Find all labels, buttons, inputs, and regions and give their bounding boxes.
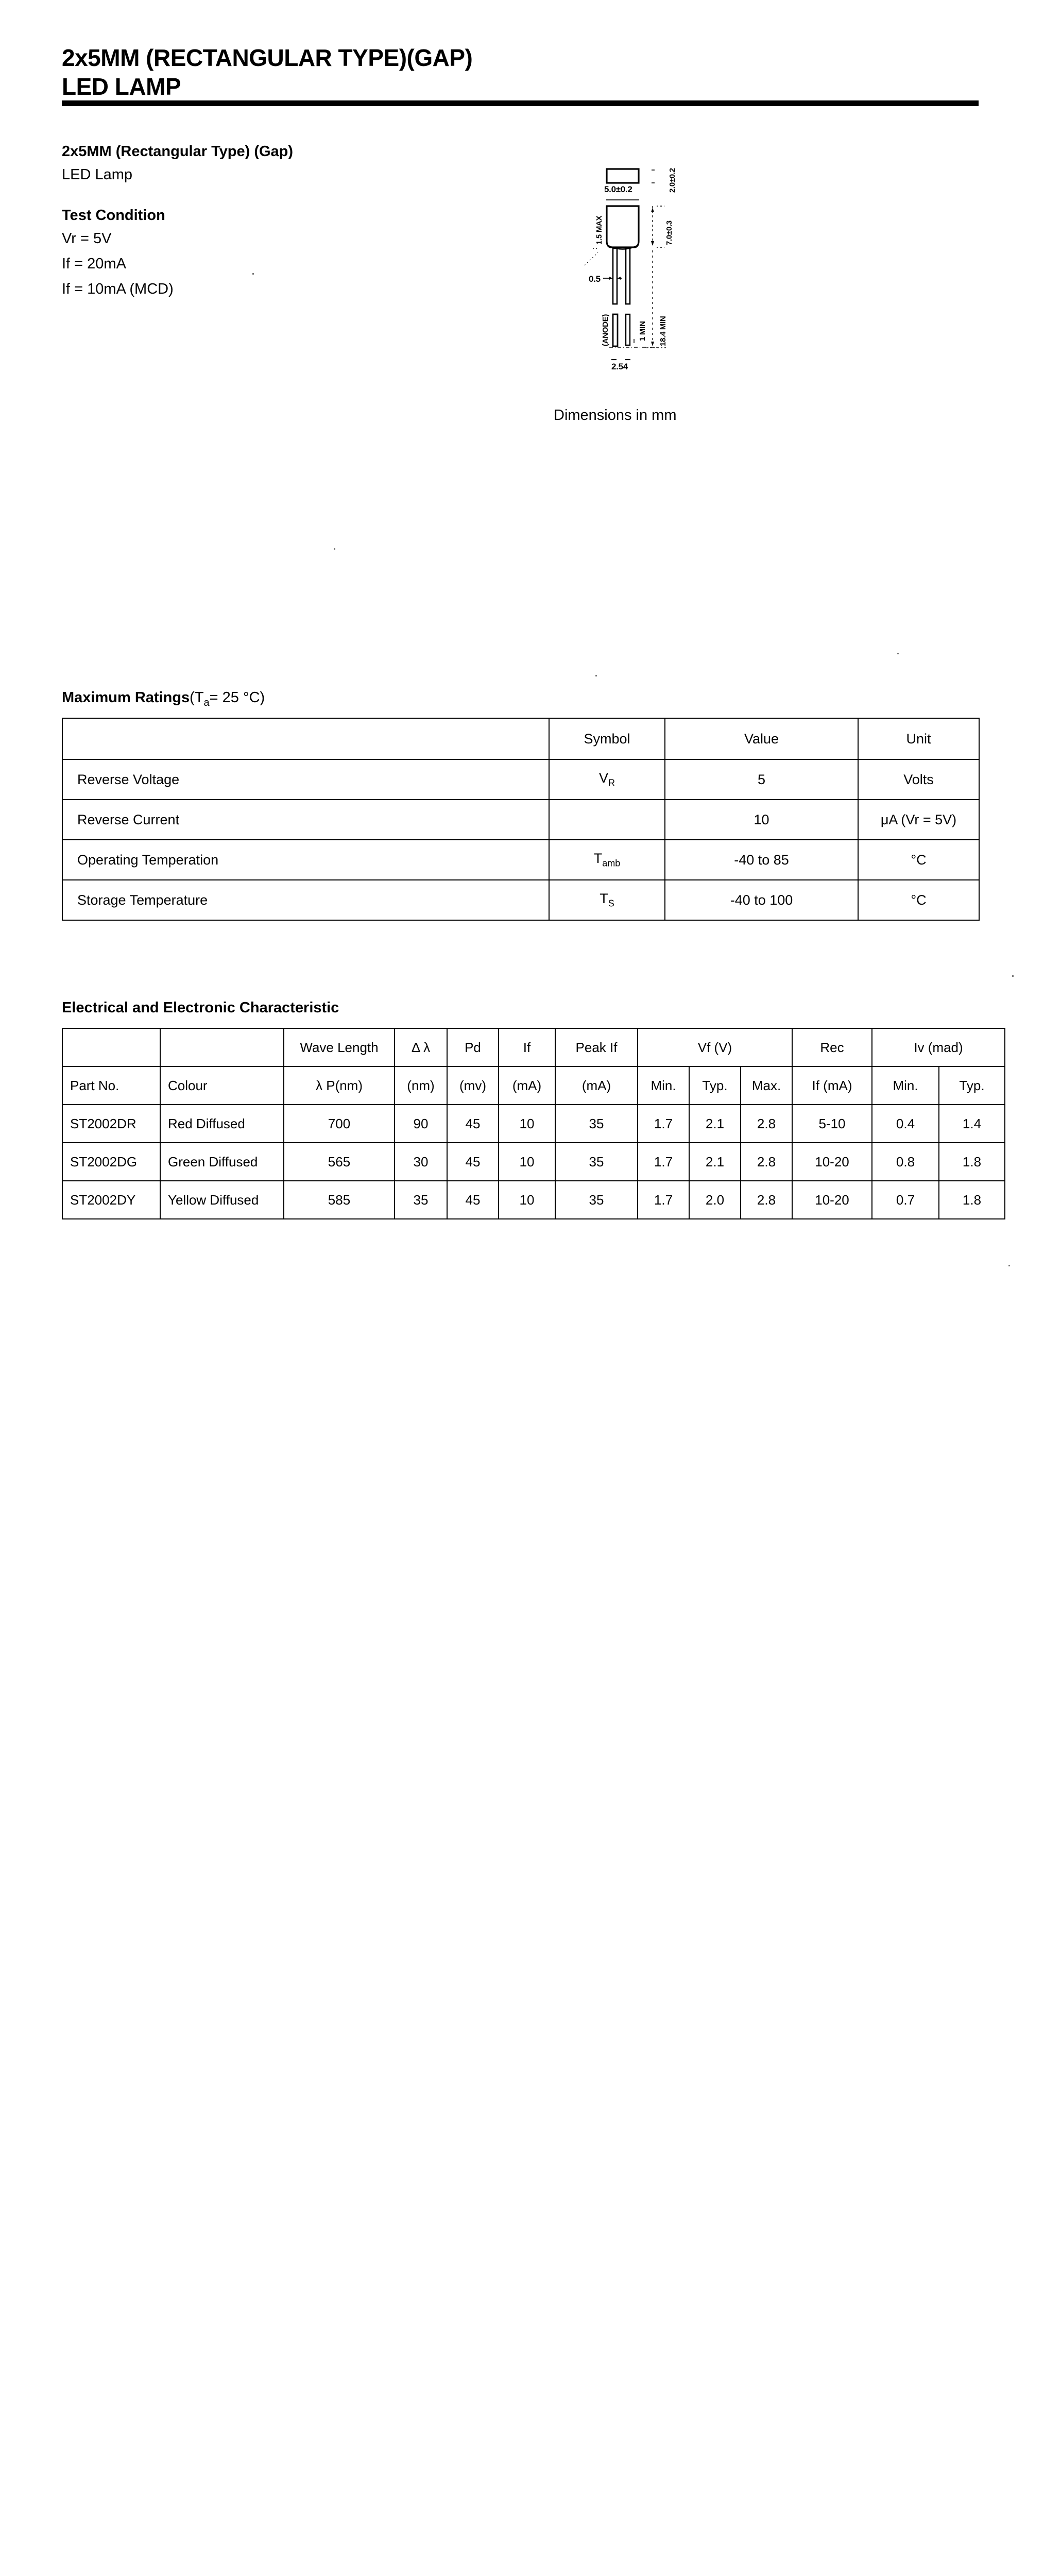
- param-reverse-voltage: Reverse Voltage: [62, 759, 549, 800]
- symbol-reverse-voltage: $V_R$: [549, 759, 665, 800]
- subheader-iv-min: Min.: [872, 1066, 939, 1105]
- cell-iv-min: 0.7: [872, 1181, 939, 1219]
- cell-wave-length: 700: [284, 1105, 395, 1143]
- cell-part-no: ST2002DG: [62, 1143, 160, 1181]
- subheader-if: (mA): [499, 1066, 555, 1105]
- table-sub-header-row: [62, 1066, 1005, 1105]
- group-blank-1: [62, 1028, 160, 1066]
- cell-iv-min: 0.8: [872, 1143, 939, 1181]
- scan-speck: [897, 653, 899, 654]
- subheader-vf-max: Max.: [741, 1066, 792, 1105]
- header-blank: [62, 718, 549, 759]
- cell-wave-length: 585: [284, 1181, 395, 1219]
- dim-lens-max-label: 1.5 MAX: [595, 215, 604, 245]
- intro-block: [62, 143, 391, 306]
- drawing-caption: Dimensions in mm: [554, 407, 677, 423]
- subheader-colour: Colour: [160, 1066, 284, 1105]
- cell-pd: 45: [447, 1143, 499, 1181]
- product-subtitle: LED Lamp: [62, 166, 133, 183]
- subheader-part-no: Part No.: [62, 1066, 160, 1105]
- electrical-heading: Electrical and Electronic Characteristic: [62, 999, 339, 1016]
- subheader-peak-if: (mA): [555, 1066, 638, 1105]
- dim-thickness-label: 2.0±0.2: [668, 168, 677, 193]
- table-group-header-row: [62, 1028, 1005, 1066]
- symbol-reverse-current: [549, 800, 665, 840]
- subheader-pd: (mv): [447, 1066, 499, 1105]
- cell-peak-if: 35: [555, 1143, 638, 1181]
- title-divider: [62, 100, 979, 106]
- max-ratings-cond-suffix: = 25 °C): [209, 689, 265, 706]
- param-operating-temperature: Operating Temperation: [62, 840, 549, 880]
- table-row: [62, 1181, 1005, 1219]
- table-row: [62, 1105, 1005, 1143]
- electrical-characteristics-table: [62, 1028, 1005, 1219]
- cell-if: 10: [499, 1105, 555, 1143]
- param-storage-temperature: Storage Temperature: [62, 880, 549, 920]
- cell-pd: 45: [447, 1181, 499, 1219]
- unit-operating-temperature: °C: [858, 840, 979, 880]
- title-line-1: 2x5MM (RECTANGULAR TYPE)(GAP): [62, 44, 473, 71]
- cell-vf-max: 2.8: [741, 1181, 792, 1219]
- value-reverse-current: 10: [665, 800, 858, 840]
- scan-speck: [595, 675, 597, 676]
- cell-peak-if: 35: [555, 1181, 638, 1219]
- cell-vf-typ: 2.0: [689, 1181, 741, 1219]
- table-header-row: [62, 718, 979, 759]
- anode-label: (ANODE): [601, 314, 610, 346]
- subheader-delta-lambda: (nm): [395, 1066, 447, 1105]
- cell-delta-lambda: 30: [395, 1143, 447, 1181]
- symbol-operating-temperature: $T_{amb}$: [549, 840, 665, 880]
- test-condition-if-20ma: If = 20mA: [62, 256, 126, 272]
- cell-part-no: ST2002DR: [62, 1105, 160, 1143]
- group-vf: Vf (V): [638, 1028, 792, 1066]
- group-rec: Rec: [792, 1028, 872, 1066]
- group-wave-length: Wave Length: [284, 1028, 395, 1066]
- value-operating-temperature: -40 to 85: [665, 840, 858, 880]
- dim-width-label: 5.0±0.2: [604, 184, 632, 194]
- page-footer: [0, 1365, 1044, 1479]
- dim-lead-length-label: 18.4 MIN: [659, 316, 668, 346]
- cell-iv-typ: 1.8: [939, 1143, 1005, 1181]
- package-outline-drawing: [574, 155, 744, 371]
- cell-iv-typ: 1.4: [939, 1105, 1005, 1143]
- header-value: Value: [665, 718, 858, 759]
- cell-vf-max: 2.8: [741, 1143, 792, 1181]
- cell-vf-min: 1.7: [638, 1181, 689, 1219]
- test-condition-if-10ma: If = 10mA (MCD): [62, 281, 174, 297]
- cell-if: 10: [499, 1181, 555, 1219]
- cell-iv-typ: 1.8: [939, 1181, 1005, 1219]
- test-condition-heading: Test Condition: [62, 207, 165, 224]
- table-row: [62, 800, 979, 840]
- cell-vf-max: 2.8: [741, 1105, 792, 1143]
- cell-vf-typ: 2.1: [689, 1105, 741, 1143]
- cell-vf-min: 1.7: [638, 1143, 689, 1181]
- subheader-vf-min: Min.: [638, 1066, 689, 1105]
- scan-speck: [1008, 1265, 1010, 1266]
- cell-wave-length: 565: [284, 1143, 395, 1181]
- header-symbol: Symbol: [549, 718, 665, 759]
- table-row: [62, 880, 979, 920]
- dim-pitch-label: 2.54: [611, 362, 628, 371]
- cell-colour: Yellow Diffused: [160, 1181, 284, 1219]
- group-delta-lambda: Δ λ: [395, 1028, 447, 1066]
- max-ratings-heading: [62, 689, 265, 709]
- cell-vf-typ: 2.1: [689, 1143, 741, 1181]
- scan-speck: [1012, 975, 1014, 977]
- cell-rec-if: 5-10: [792, 1105, 872, 1143]
- table-row: [62, 1143, 1005, 1181]
- cell-colour: Red Diffused: [160, 1105, 284, 1143]
- cell-rec-if: 10-20: [792, 1181, 872, 1219]
- dim-lead-width-label: 0.5: [589, 274, 601, 284]
- scan-speck: [334, 548, 335, 550]
- cell-if: 10: [499, 1143, 555, 1181]
- symbol-storage-temperature: $T_S$: [549, 880, 665, 920]
- page-title: [62, 43, 834, 101]
- subheader-vf-typ: Typ.: [689, 1066, 741, 1105]
- cell-colour: Green Diffused: [160, 1143, 284, 1181]
- title-line-2: LED LAMP: [62, 73, 181, 100]
- maximum-ratings-table: [62, 718, 980, 921]
- cell-vf-min: 1.7: [638, 1105, 689, 1143]
- cell-peak-if: 35: [555, 1105, 638, 1143]
- dim-body-height-label: 7.0±0.3: [665, 221, 674, 245]
- param-reverse-current: Reverse Current: [62, 800, 549, 840]
- group-iv: Iv (mad): [872, 1028, 1005, 1066]
- group-blank-2: [160, 1028, 284, 1066]
- subheader-iv-typ: Typ.: [939, 1066, 1005, 1105]
- dim-lead-min-label: 1 MIN: [638, 321, 647, 341]
- group-if: If: [499, 1028, 555, 1066]
- cell-iv-min: 0.4: [872, 1105, 939, 1143]
- table-row: [62, 840, 979, 880]
- cell-pd: 45: [447, 1105, 499, 1143]
- value-storage-temperature: -40 to 100: [665, 880, 858, 920]
- max-ratings-heading-text: Maximum Ratings: [62, 689, 190, 706]
- scan-speck: [252, 273, 254, 275]
- group-pd: Pd: [447, 1028, 499, 1066]
- cell-part-no: ST2002DY: [62, 1181, 160, 1219]
- cell-delta-lambda: 35: [395, 1181, 447, 1219]
- value-reverse-voltage: 5: [665, 759, 858, 800]
- max-ratings-cond-sub: a: [203, 697, 210, 708]
- max-ratings-cond-prefix: (T: [190, 689, 204, 706]
- test-condition-vr: Vr = 5V: [62, 230, 112, 247]
- header-unit: Unit: [858, 718, 979, 759]
- cell-delta-lambda: 90: [395, 1105, 447, 1143]
- subheader-wave-length: λ P(nm): [284, 1066, 395, 1105]
- subheader-rec-if: If (mA): [792, 1066, 872, 1105]
- table-row: [62, 759, 979, 800]
- product-name: 2x5MM (Rectangular Type) (Gap): [62, 143, 294, 160]
- unit-reverse-current: μA (Vr = 5V): [858, 800, 979, 840]
- group-peak-if: Peak If: [555, 1028, 638, 1066]
- unit-storage-temperature: °C: [858, 880, 979, 920]
- unit-reverse-voltage: Volts: [858, 759, 979, 800]
- cell-rec-if: 10-20: [792, 1143, 872, 1181]
